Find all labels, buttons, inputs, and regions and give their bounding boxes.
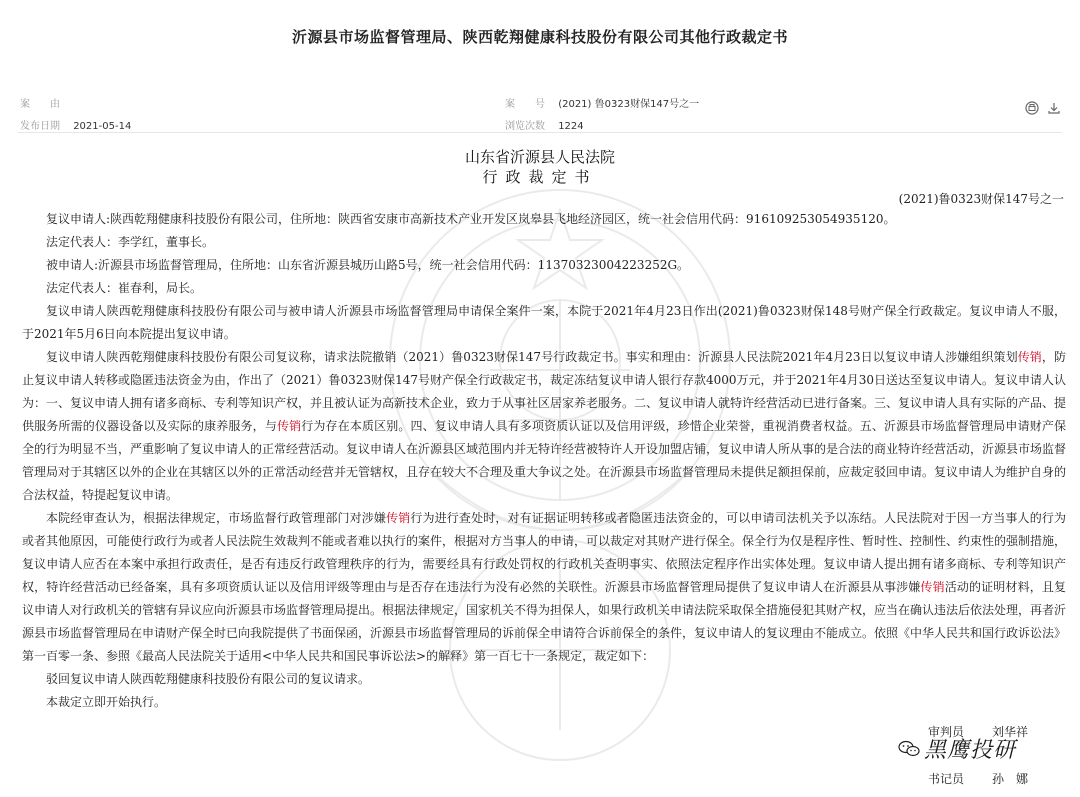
judge-name: 刘华祥 [992,725,1029,739]
respondent-paragraph: 被申请人:沂源县市场监督管理局，住所地：山东省沂源县城历山路5号，统一社会信用代码：11370323004223252G。 [46,258,690,272]
wechat-icon [898,740,920,758]
case-number-row [505,95,699,110]
publish-date-row [20,117,131,132]
highlight-term: 传销 [386,511,411,525]
case-reason-row [20,95,60,110]
ruling-paragraph: 驳回复议申请人陕西乾翔健康科技股份有限公司的复议请求。 [46,672,371,686]
judge-label: 审判员 [928,725,965,739]
wechat-watermark [898,733,1016,764]
text-segment: 行为存在本质区别。四、复议申请人具有多项资质认证以及信用评级，珍惜企业荣誉，重视消费者权益。五、沂源县市场监督管理局申请财产保全的行为明显不当，严重影响了复议申请人的正常经营活动。复议申请人在沂源县区域范围内并无特许经营被特许人开设加盟店铺，复议申请人所从事的是合法的商业特许经营活动，沂源县市场监督管理局对于其辖区以外的企业在其辖区以外的正常活动经营并无管辖权，且存在较大不合理及重大争议之处。在沂源县市场监督管理局未提供足额担保前，应裁定驳回申请。复议申请人为维护自身的合法权益，特提起复议申请。 [22,419,1067,502]
text-segment: 本院经审查认为，根据法律规定，市场监督行政管理部门对涉嫌 [46,511,387,525]
respondent-representative: 法定代表人：崔春利，局长。 [46,281,203,295]
document-body [22,208,1066,714]
text-segment: 复议申请人陕西乾翔健康科技股份有限公司复议称，请求法院撤销（2021）鲁0323财保147号行政裁定书。事实和理由：沂源县人民法院2021年4月23日以复议申请人涉嫌组织策划 [46,350,1018,364]
document-case-number: (2021)鲁0323财保147号之一 [898,192,1064,206]
case-number-label: 案 号 [505,99,545,110]
document-type: 行政裁定书 [482,168,598,186]
views-row [505,117,584,132]
page-title: 沂源县市场监督管理局、陕西乾翔健康科技股份有限公司其他行政裁定书 [291,28,788,46]
text-segment: ，防止复议申请人转移或隐匿违法资金为由，作出了（2021）鲁0323财保147号财产保全行政裁定书，裁定冻结复议申请人银行存款4000万元，并于2021年4月30日送达至复议申请人。复议申请人认为：一、复议申请人拥有诸多商标、专利等知识产权，并且被认证为高新技术企业，致力于从事社区居家养老服务。二、复议申请人就特许经营活动已进行备案。三、复议申请人具有实际的产品、提供服务所需的仪器设备以及实际的康养服务，与 [22,350,1067,433]
execution-paragraph: 本裁定立即开始执行。 [46,695,167,709]
header-divider [18,132,1062,133]
views-label: 浏览次数 [505,121,545,132]
toolbar [1024,100,1062,116]
download-icon[interactable] [1046,100,1062,116]
publish-date-value: 2021-05-14 [73,121,132,132]
case-number-value: (2021) 鲁0323财保147号之一 [558,99,700,110]
highlight-term: 传销 [920,580,945,594]
views-value: 1224 [558,121,584,132]
text-segment: 活动的证明材料，且复议申请人对行政机关的管辖有异议应向沂源县市场监督管理局提出。根据法律规定，国家机关不得为担保人，如果行政机关申请法院采取保全措施侵犯其财产权，应当在确认违法后依法处理，再者沂源县市场监督管理局在申请财产保全时已向我院提供了书面保函，沂源县市场监督管理局的诉前保全申请符合诉前保全的条件，复议申请人的复议理由不能成立。依照《中华人民共和国行政诉讼法》第一百零一条、参照《最高人民法院关于适用<中华人民共和国民事诉讼法>的解释》第一百七十一条规定，裁定如下： [22,580,1067,663]
publish-date-label: 发布日期 [20,121,60,132]
clerk-signature [928,770,1028,787]
highlight-term: 传销 [1017,350,1042,364]
court-name: 山东省沂源县人民法院 [464,148,615,166]
watermark-text: 黑鹰投研 [924,738,1017,763]
clerk-name: 孙 娜 [992,772,1029,786]
clerk-label: 书记员 [928,772,965,786]
highlight-term: 传销 [276,419,302,433]
text-segment: 行为进行查处时，对有证据证明转移或者隐匿违法资金的，可以申请司法机关予以冻结。人民法院对于因一方当事人的行为或者其他原因，可能使行政行为或者人民法院生效裁判不能或者难以执行的案件，根据对方当事人的申请，可以裁定对其财产进行保全。保全行为仅是程序性、暂时性、控制性、约束性的强制措施，复议申请人应否在本案中承担行政责任，是否有违反行政管理秩序的行为，需要经具有行政处罚权的行政机关查明事实、依照法定程序作出实体处理。复议申请人提出拥有诸多商标、专利等知识产权，特许经营活动已经备案，具有多项资质认证以及信用评级等理由与是否存在违法行为没有必然的关联性。沂源县市场监督管理局提供了复议申请人在沂源县从事涉嫌 [22,511,1067,594]
court-reasoning-paragraph [22,507,1066,668]
case-reason-label: 案 由 [20,99,60,110]
print-icon[interactable] [1024,100,1040,116]
case-background-paragraph: 复议申请人陕西乾翔健康科技股份有限公司与被申请人沂源县市场监督管理局申请保全案件一案，本院于2021年4月23日作出(2021)鲁0323财保148号财产保全行政裁定。复议申请人不服，于2021年5月6日向本院提出复议申请。 [22,304,1066,341]
applicant-claims-paragraph [22,346,1066,507]
applicant-paragraph: 复议申请人:陕西乾翔健康科技股份有限公司，住所地：陕西省安康市高新技术产业开发区岚皋县飞地经济园区，统一社会信用代码：916109253054935120。 [46,212,896,226]
applicant-representative: 法定代表人：李学红，董事长。 [46,235,215,249]
